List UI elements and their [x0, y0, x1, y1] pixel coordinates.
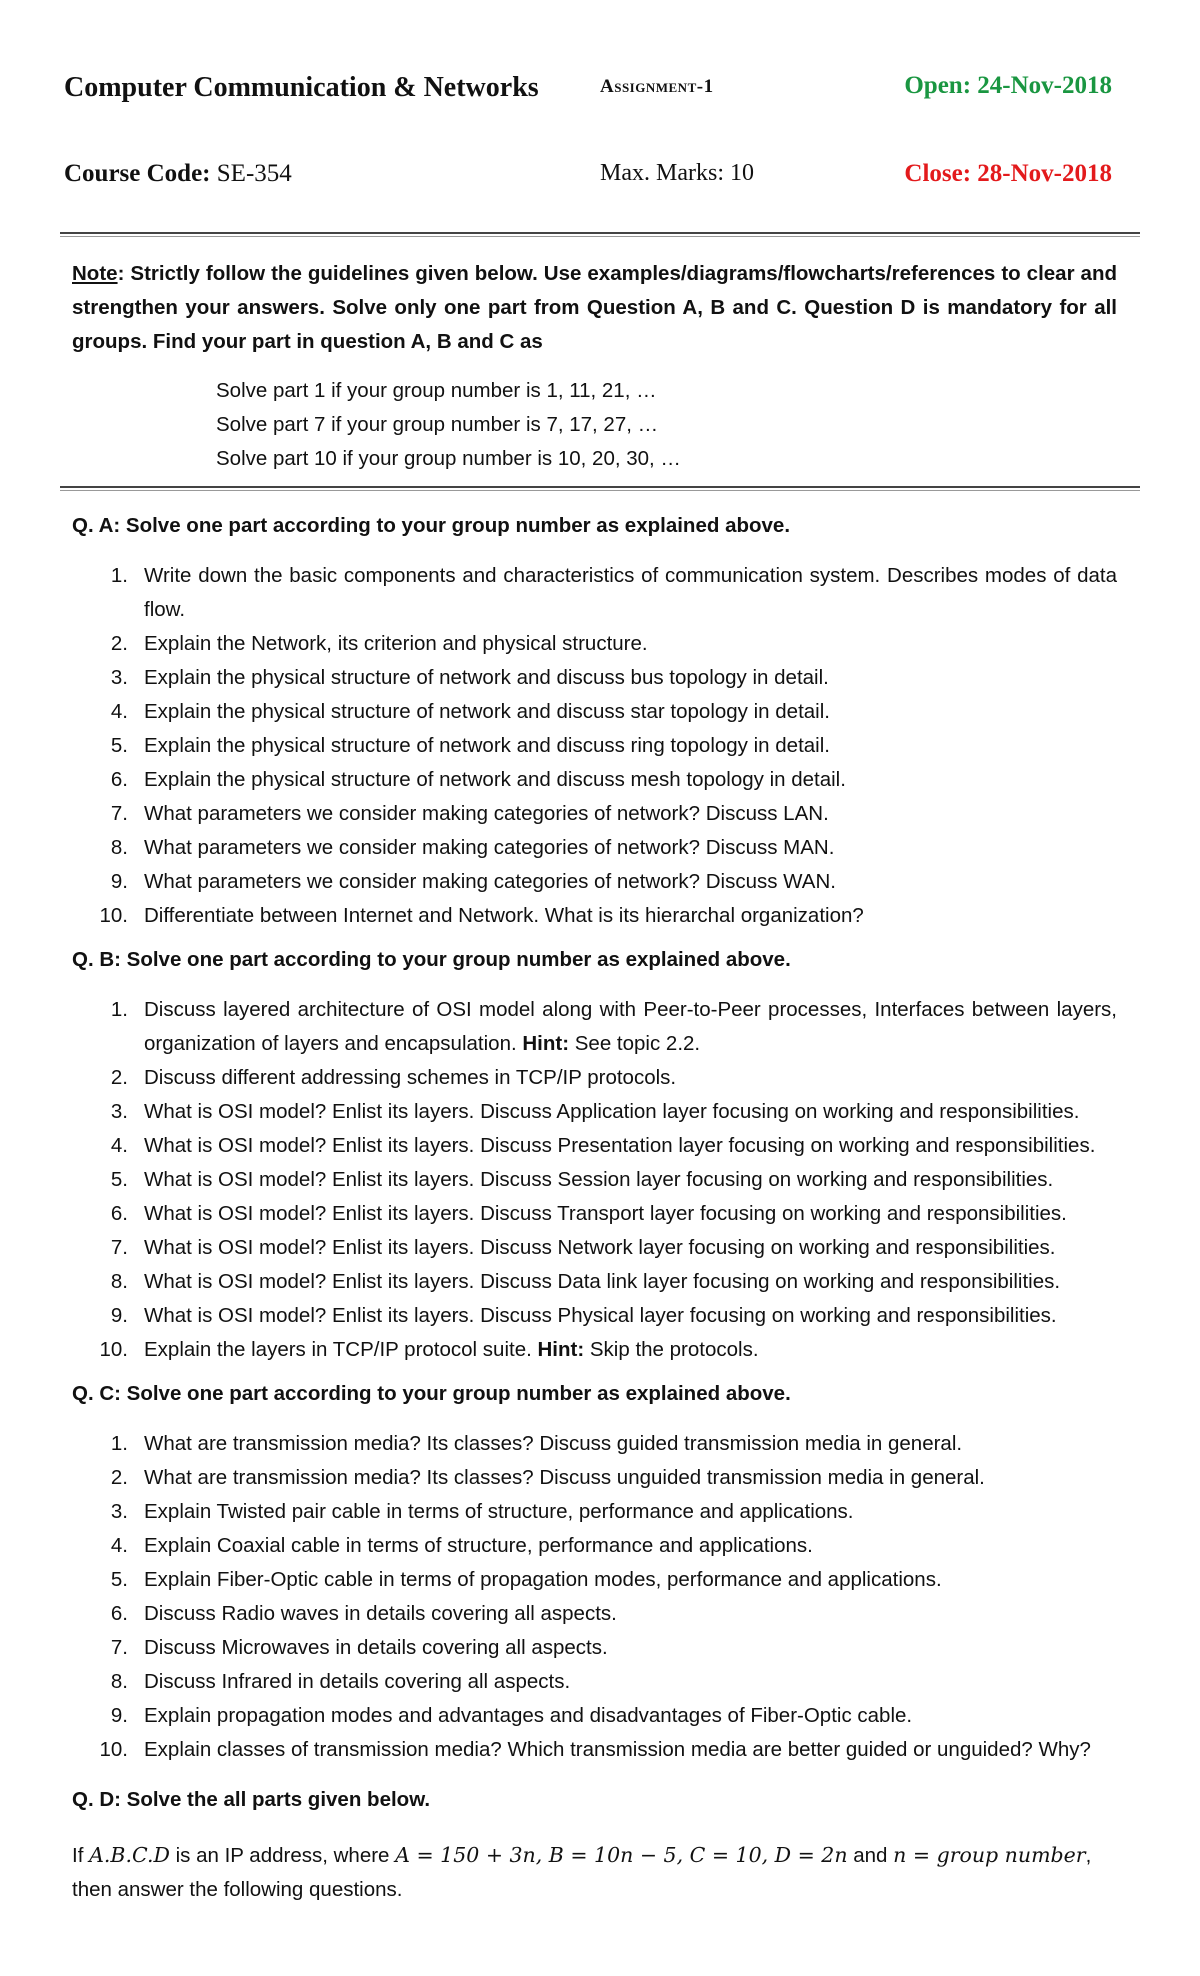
item-number: 5.	[110, 734, 128, 757]
item-number: 4.	[110, 1534, 128, 1557]
item-number: 3.	[110, 666, 128, 689]
item-number: 1.	[110, 998, 128, 1021]
list-item	[72, 559, 1117, 627]
item-text: Explain propagation modes and advantages and disadvantages of Fiber-Optic cable.	[144, 1704, 913, 1727]
item-number: 1.	[110, 1432, 128, 1455]
note-label: Note	[72, 262, 118, 285]
group-rule: Solve part 10 if your group number is 10, 20, 30, …	[216, 447, 681, 470]
item-text: What is OSI model? Enlist its layers. Discuss Presentation layer focusing on working and responsibilities.	[144, 1134, 1096, 1157]
list-item	[72, 1095, 1117, 1129]
list-item	[72, 1597, 1117, 1631]
list-item	[72, 1333, 1117, 1367]
item-number: 10.	[99, 1738, 128, 1761]
divider-bottom	[60, 486, 1140, 491]
item-number: 8.	[110, 1270, 128, 1293]
note-paragraph	[72, 257, 1117, 359]
max-marks: Max. Marks: 10	[600, 160, 754, 186]
item-number: 9.	[110, 870, 128, 893]
note-text: : Strictly follow the guidelines given below. Use examples/diagrams/flowcharts/references to clear and strengthen your answers. Solve only one part from Question A, B and C. Question D is mandatory for all groups. Find your part in question A, B and C as	[72, 262, 1117, 353]
item-number: 2.	[110, 632, 128, 655]
list-item	[72, 899, 1117, 933]
list-item	[72, 627, 1117, 661]
question-b-list	[72, 993, 1117, 1367]
list-item	[72, 1061, 1117, 1095]
item-number: 1.	[110, 564, 128, 587]
item-text: Explain the physical structure of network and discuss star topology in detail.	[144, 700, 830, 723]
item-number: 7.	[110, 1636, 128, 1659]
item-text: Explain the layers in TCP/IP protocol suite.	[144, 1338, 538, 1361]
list-item	[72, 831, 1117, 865]
course-title: Computer Communication & Networks	[64, 72, 539, 103]
item-text: Differentiate between Internet and Network. What is its hierarchal organization?	[144, 904, 864, 927]
d-intro: If	[72, 1844, 90, 1867]
hint-text: Skip the protocols.	[584, 1338, 759, 1361]
item-text: What is OSI model? Enlist its layers. Discuss Physical layer focusing on working and responsibilities.	[144, 1304, 1057, 1327]
divider-top	[60, 232, 1140, 237]
list-item	[72, 1529, 1117, 1563]
item-text: Write down the basic components and characteristics of communication system. Describes modes of data flow.	[144, 564, 1117, 621]
question-d-heading: Q. D: Solve the all parts given below.	[72, 1788, 431, 1811]
item-text: What parameters we consider making categories of network? Discuss LAN.	[144, 802, 829, 825]
hint-text: See topic 2.2.	[569, 1032, 701, 1055]
open-date: Open: 24-Nov-2018	[904, 72, 1112, 99]
ip-formula: A = 150 + 3n, B = 10n − 5, C = 10, D = 2n	[395, 1843, 848, 1867]
list-item	[72, 1197, 1117, 1231]
question-a-heading: Q. A: Solve one part according to your group number as explained above.	[72, 514, 791, 537]
list-item	[72, 1163, 1117, 1197]
course-code	[64, 160, 292, 188]
list-item	[72, 1495, 1117, 1529]
item-number: 10.	[99, 1338, 128, 1361]
list-item	[72, 1265, 1117, 1299]
question-b-heading: Q. B: Solve one part according to your group number as explained above.	[72, 948, 791, 971]
item-text: Discuss Microwaves in details covering all aspects.	[144, 1636, 608, 1659]
item-number: 7.	[110, 802, 128, 825]
item-text: Explain Fiber-Optic cable in terms of propagation modes, performance and applications.	[144, 1568, 942, 1591]
item-number: 6.	[110, 1202, 128, 1225]
item-text: Explain Coaxial cable in terms of structure, performance and applications.	[144, 1534, 813, 1557]
question-d-text	[72, 1838, 1117, 1907]
item-number: 2.	[110, 1066, 128, 1089]
item-number: 7.	[110, 1236, 128, 1259]
item-text: What is OSI model? Enlist its layers. Discuss Data link layer focusing on working and responsibilities.	[144, 1270, 1061, 1293]
item-number: 4.	[110, 700, 128, 723]
item-text: Discuss Infrared in details covering all aspects.	[144, 1670, 571, 1693]
list-item	[72, 1299, 1117, 1333]
item-number: 9.	[110, 1704, 128, 1727]
item-text: What is OSI model? Enlist its layers. Discuss Application layer focusing on working and responsibilities.	[144, 1100, 1080, 1123]
group-rules	[216, 374, 681, 476]
hint-label: Hint:	[537, 1338, 585, 1361]
list-item	[72, 1733, 1117, 1767]
course-code-value: SE-354	[216, 160, 292, 187]
d-mid: is an IP address, where	[169, 1844, 396, 1867]
item-number: 8.	[110, 1670, 128, 1693]
course-code-label: Course Code:	[64, 160, 211, 187]
group-number-definition: n = group number	[893, 1843, 1086, 1867]
list-item	[72, 763, 1117, 797]
item-number: 3.	[110, 1500, 128, 1523]
list-item	[72, 1699, 1117, 1733]
item-text: Explain the physical structure of network and discuss mesh topology in detail.	[144, 768, 846, 791]
list-item	[72, 1129, 1117, 1163]
group-rule: Solve part 7 if your group number is 7, 17, 27, …	[216, 413, 659, 436]
list-item	[72, 1461, 1117, 1495]
item-number: 2.	[110, 1466, 128, 1489]
list-item	[72, 695, 1117, 729]
question-c-list	[72, 1427, 1117, 1767]
item-text: What is OSI model? Enlist its layers. Discuss Transport layer focusing on working and responsibilities.	[144, 1202, 1067, 1225]
d-tail: , then answer the following questions.	[72, 1844, 1092, 1901]
list-item	[72, 1427, 1117, 1461]
item-text: Discuss layered architecture of OSI model along with Peer-to-Peer processes, Interfaces between layers, organization of layers and encapsulation.	[144, 998, 1117, 1055]
ip-expression: A.B.C.D	[89, 1843, 170, 1867]
question-c-heading: Q. C: Solve one part according to your group number as explained above.	[72, 1382, 791, 1405]
list-item	[72, 1231, 1117, 1265]
close-date: Close: 28-Nov-2018	[904, 160, 1112, 187]
hint-label: Hint:	[522, 1032, 570, 1055]
item-number: 6.	[110, 1602, 128, 1625]
item-text: Explain the physical structure of network and discuss ring topology in detail.	[144, 734, 830, 757]
assignment-label: Assignment-1	[600, 76, 714, 97]
item-text: What parameters we consider making categories of network? Discuss WAN.	[144, 870, 836, 893]
item-number: 4.	[110, 1134, 128, 1157]
list-item	[72, 1665, 1117, 1699]
item-number: 5.	[110, 1168, 128, 1191]
item-number: 5.	[110, 1568, 128, 1591]
list-item	[72, 729, 1117, 763]
list-item	[72, 865, 1117, 899]
item-text: What is OSI model? Enlist its layers. Discuss Session layer focusing on working and responsibilities.	[144, 1168, 1054, 1191]
item-number: 8.	[110, 836, 128, 859]
item-text: What is OSI model? Enlist its layers. Discuss Network layer focusing on working and responsibilities.	[144, 1236, 1056, 1259]
item-text: Explain classes of transmission media? Which transmission media are better guided or unguided? Why?	[144, 1738, 1091, 1761]
item-text: Explain Twisted pair cable in terms of structure, performance and applications.	[144, 1500, 854, 1523]
question-a-list	[72, 559, 1117, 933]
list-item	[72, 1563, 1117, 1597]
item-text: What are transmission media? Its classes? Discuss guided transmission media in general.	[144, 1432, 963, 1455]
item-text: Explain the Network, its criterion and physical structure.	[144, 632, 648, 655]
list-item	[72, 661, 1117, 695]
d-and: and	[847, 1844, 894, 1867]
list-item	[72, 993, 1117, 1061]
list-item	[72, 797, 1117, 831]
item-text: Discuss different addressing schemes in TCP/IP protocols.	[144, 1066, 677, 1089]
item-number: 3.	[110, 1100, 128, 1123]
item-text: Discuss Radio waves in details covering all aspects.	[144, 1602, 617, 1625]
list-item	[72, 1631, 1117, 1665]
item-number: 6.	[110, 768, 128, 791]
item-number: 9.	[110, 1304, 128, 1327]
item-text: Explain the physical structure of network and discuss bus topology in detail.	[144, 666, 829, 689]
group-rule: Solve part 1 if your group number is 1, 11, 21, …	[216, 379, 657, 402]
item-text: What are transmission media? Its classes? Discuss unguided transmission media in general.	[144, 1466, 985, 1489]
item-text: What parameters we consider making categories of network? Discuss MAN.	[144, 836, 835, 859]
item-number: 10.	[99, 904, 128, 927]
